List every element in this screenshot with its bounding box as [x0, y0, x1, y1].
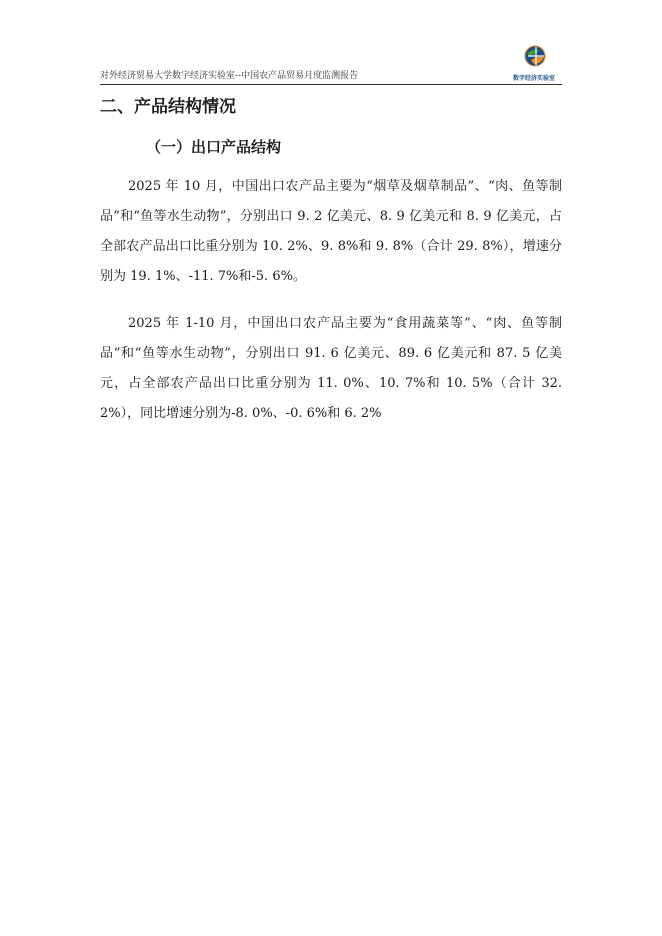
paragraph-october: 2025 年 10 月，中国出口农产品主要为“烟草及烟草制品”、“肉、鱼等制品”和“鱼等水生动物”，分别出口 9. 2 亿美元、8. 9 亿美元和 8. 9 亿美元，占全部农产品出口比重分别为 10. 2%、9. 8%和 9. 8%（合计 29. 8%），增速分别为 19. 1%、-11. 7%和-5. 6%。: [100, 179, 562, 284]
section-title: 二、产品结构情况: [100, 97, 236, 117]
lab-logo: [508, 44, 560, 82]
paragraph-jan-oct: 2025 年 1-10 月，中国出口农产品主要为“食用蔬菜等”、“肉、鱼等制品”和“鱼等水生动物”，分别出口 91. 6 亿美元、89. 6 亿美元和 87. 5 亿美元，占全部农产品出口比重分别为 11. 0%、10. 7%和 10. 5%（合计 32. 2%），同比增速分别为-8. 0%、-0. 6%和 6. 2%: [100, 316, 562, 421]
page-header: [100, 44, 562, 85]
subsection-title: （一）出口产品结构: [146, 138, 282, 156]
logo-text: 数字经济实验室: [512, 75, 555, 82]
globe-logo-icon: [524, 44, 546, 72]
running-title: 对外经济贸易大学数字经济实验室--中国农产品贸易月度监测报告: [100, 71, 359, 81]
